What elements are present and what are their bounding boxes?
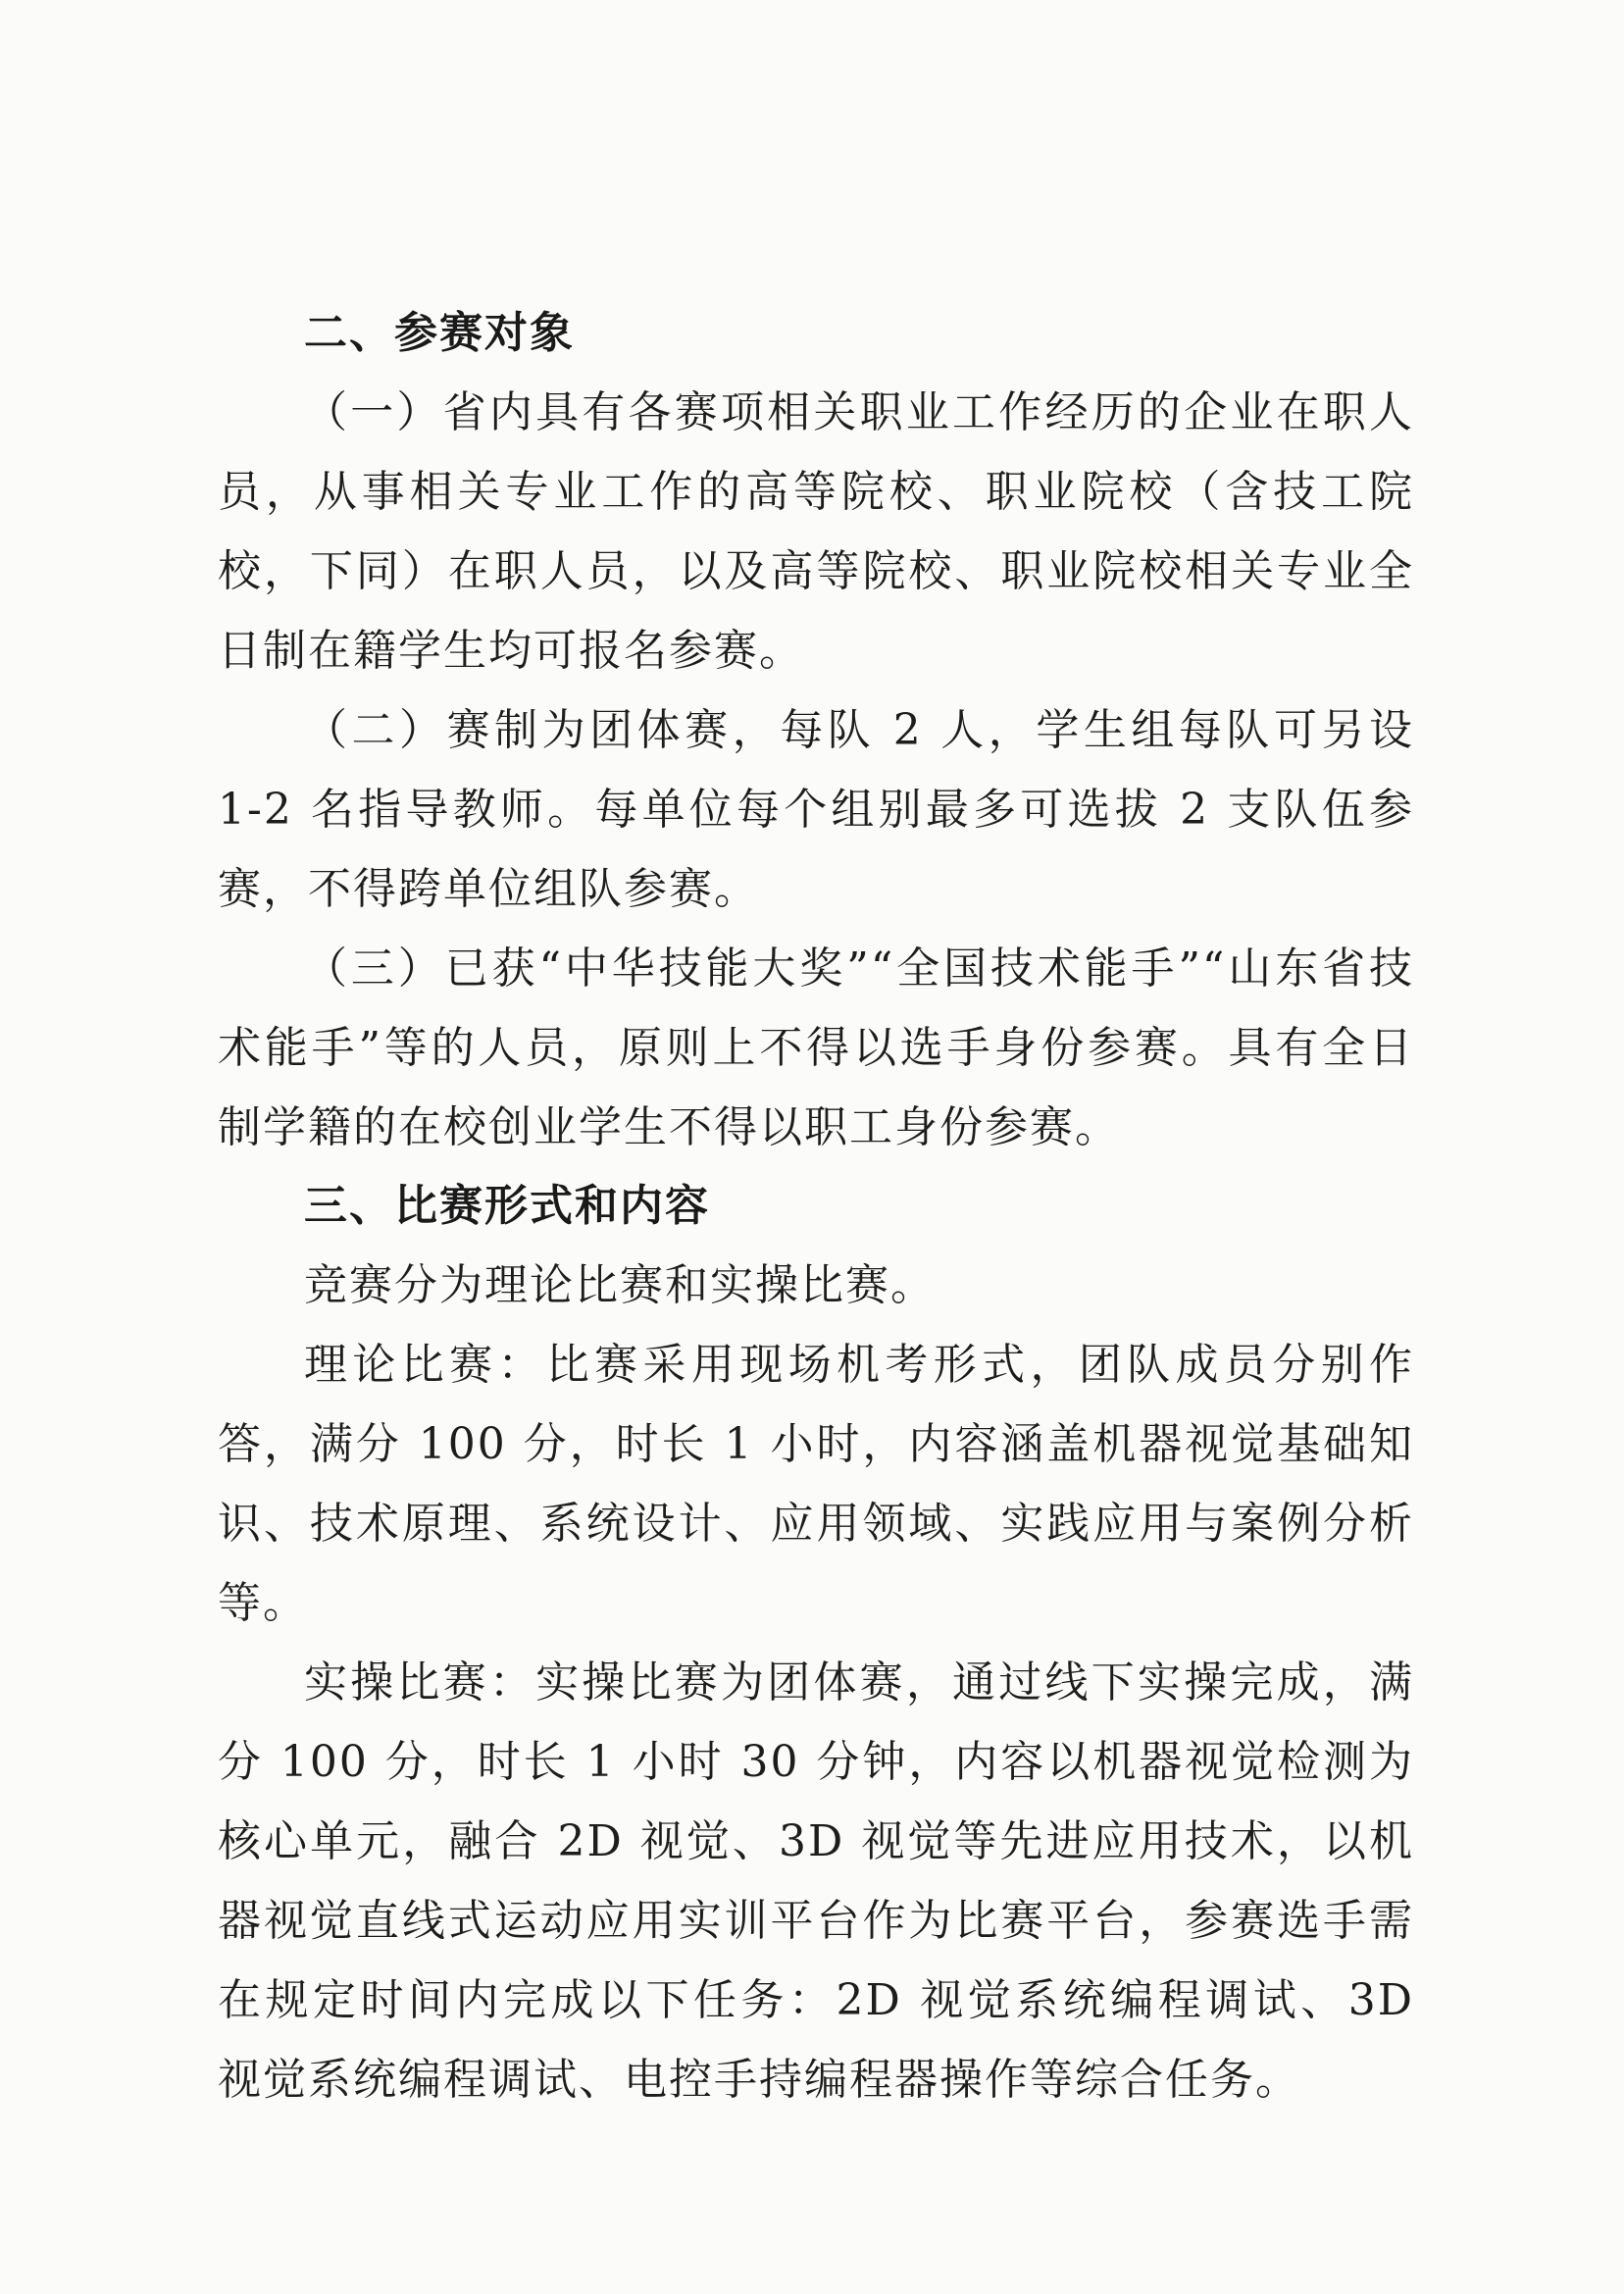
participants-item-2: （二）赛制为团体赛，每队 2 人，学生组每队可另设 1-2 名指导教师。每单位每个组别最多可选拔 2 支队伍参赛，不得跨单位组队参赛。 bbox=[218, 705, 1414, 914]
participants-item-3: （三）已获“中华技能大奖”“全国技术能手”“山东省技术能手”等的人员，原则上不得以选手身份参赛。具有全日制学籍的在校创业学生不得以职工身份参赛。 bbox=[218, 943, 1415, 1152]
format-theory: 理论比赛：比赛采用现场机考形式，团队成员分别作答，满分 100 分，时长 1 小时，内容涵盖机器视觉基础知识、技术原理、系统设计、应用领域、实践应用与案例分析等。 bbox=[218, 1340, 1414, 1628]
section-heading-format: 三、比赛形式和内容 bbox=[304, 1181, 710, 1231]
document-body bbox=[218, 294, 1414, 2119]
section-heading-participants: 二、参赛对象 bbox=[304, 308, 575, 358]
participants-item-1: （一）省内具有各赛项相关职业工作经历的企业在职人员，从事相关专业工作的高等院校、职业院校（含技工院校，下同）在职人员，以及高等院校、职业院校相关专业全日制在籍学生均可报名参赛。 bbox=[218, 387, 1414, 676]
format-practice: 实操比赛：实操比赛为团体赛，通过线下实操完成，满分 100 分，时长 1 小时 30 分钟，内容以机器视觉检测为核心单元，融合 2D 视觉、3D 视觉等先进应用技术，以机器视觉直线式运动应用实训平台作为比赛平台，参赛选手需在规定时间内完成以下任务：2D 视觉系统编程调试、3D 视觉系统编程调试、电控手持编程器操作等综合任务。 bbox=[218, 1657, 1414, 2105]
format-intro: 竞赛分为理论比赛和实操比赛。 bbox=[304, 1260, 936, 1310]
